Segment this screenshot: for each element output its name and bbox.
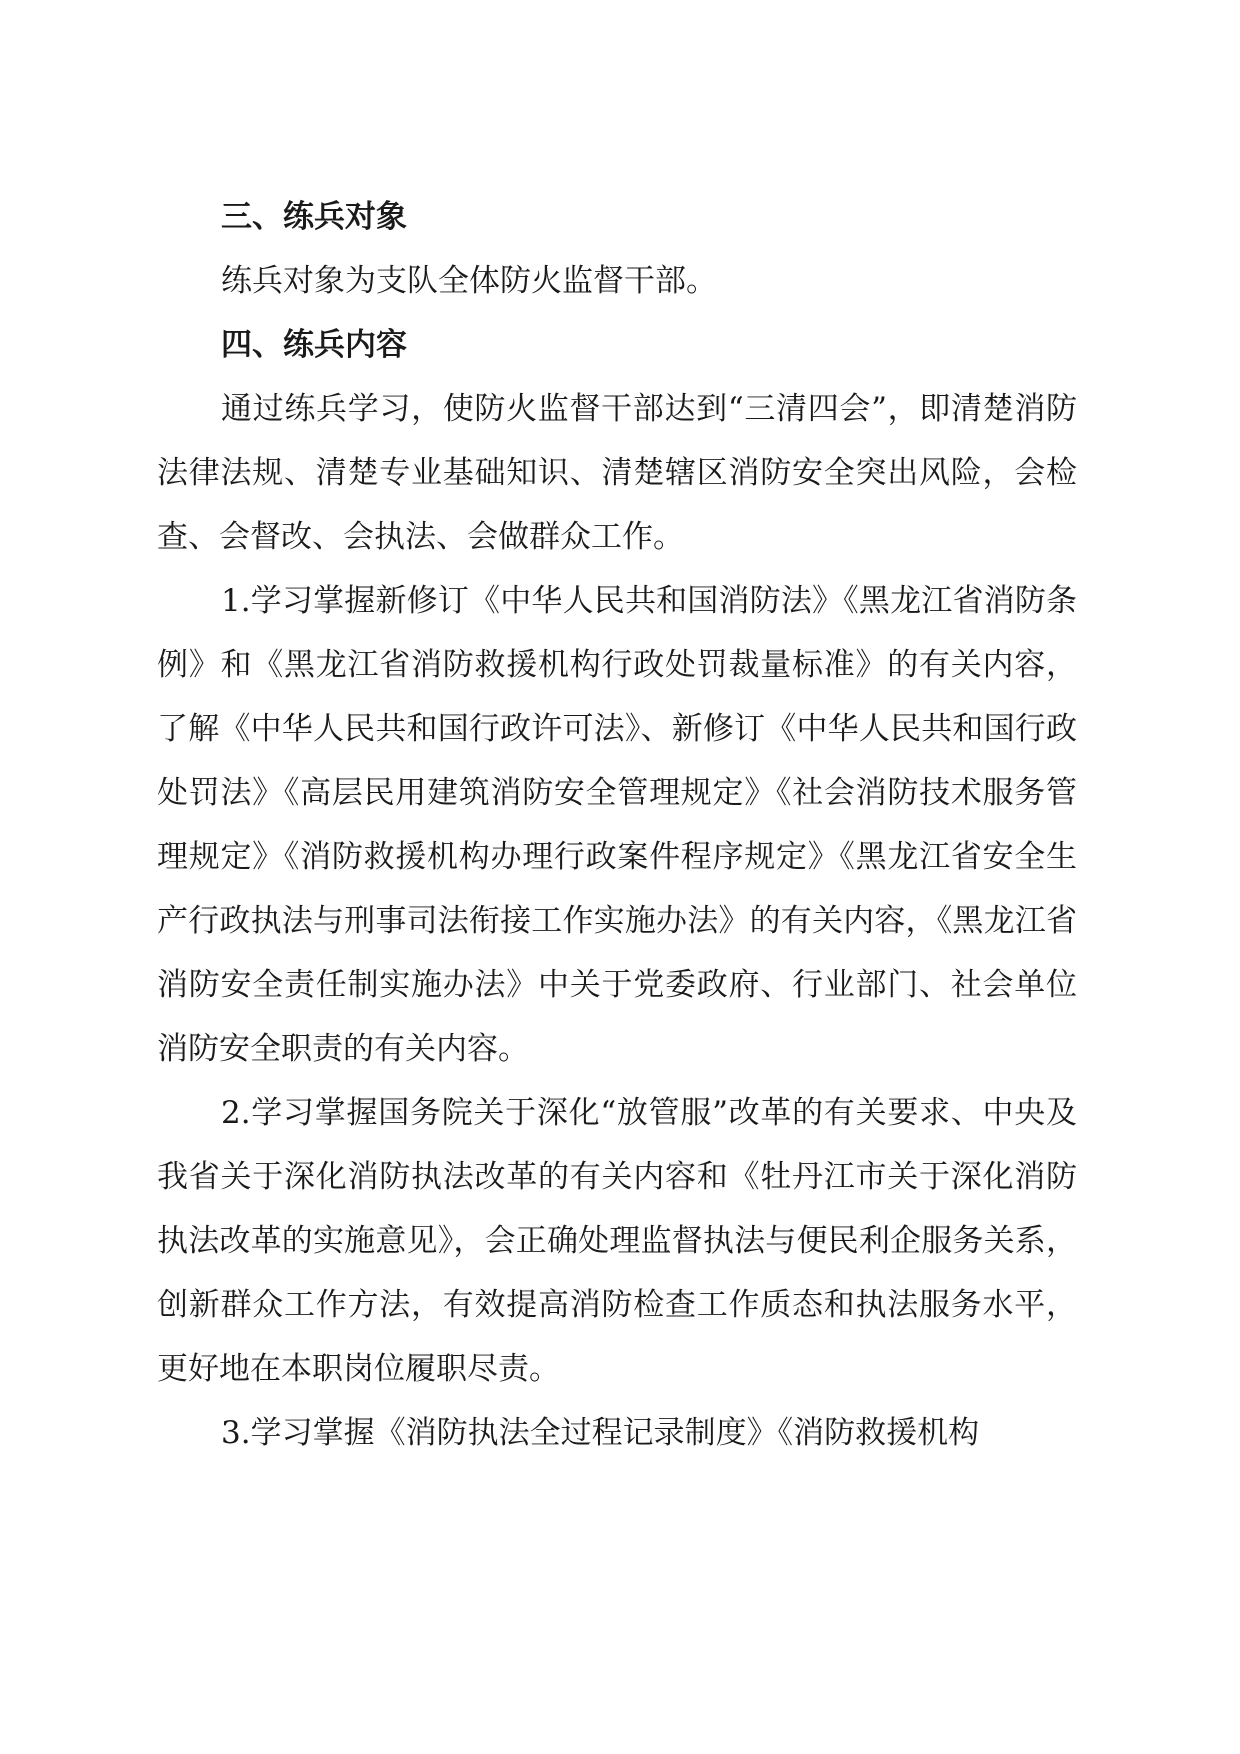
content-item-2: 2.学习掌握国务院关于深化“放管服”改革的有关要求、中央及我省关于深化消防执法改革的有关内容和《牡丹江市关于深化消防执法改革的实施意见》，会正确处理监督执法与便民利企服务关系，创新群众工作方法，有效提高消防检查工作质态和执法服务水平，更好地在本职岗位履职尽责。 [157,1095,1077,1387]
section-4-intro: 通过练兵学习，使防火监督干部达到“三清四会”，即清楚消防法律法规、清楚专业基础知识、清楚辖区消防安全突出风险，会检查、会督改、会执法、会做群众工作。 [157,391,1077,555]
section-heading-3: 三、练兵对象 [221,199,407,235]
content-item-3: 3.学习掌握《消防执法全过程记录制度》《消防救援机构 [221,1415,980,1451]
section-heading-4: 四、练兵内容 [221,327,407,363]
content-item-1: 1.学习掌握新修订《中华人民共和国消防法》《黑龙江省消防条例》和《黑龙江省消防救援机构行政处罚裁量标准》的有关内容，了解《中华人民共和国行政许可法》、新修订《中华人民共和国行政处罚法》《高层民用建筑消防安全管理规定》《社会消防技术服务管理规定》《消防救援机构办理行政案件程序规定》《黑龙江省安全生产行政执法与刑事司法衔接工作实施办法》的有关内容，《黑龙江省消防安全责任制实施办法》中关于党委政府、行业部门、社会单位消防安全职责的有关内容。 [157,583,1077,1067]
document-page [157,185,1077,1465]
section-3-text: 练兵对象为支队全体防火监督干部。 [221,263,717,299]
